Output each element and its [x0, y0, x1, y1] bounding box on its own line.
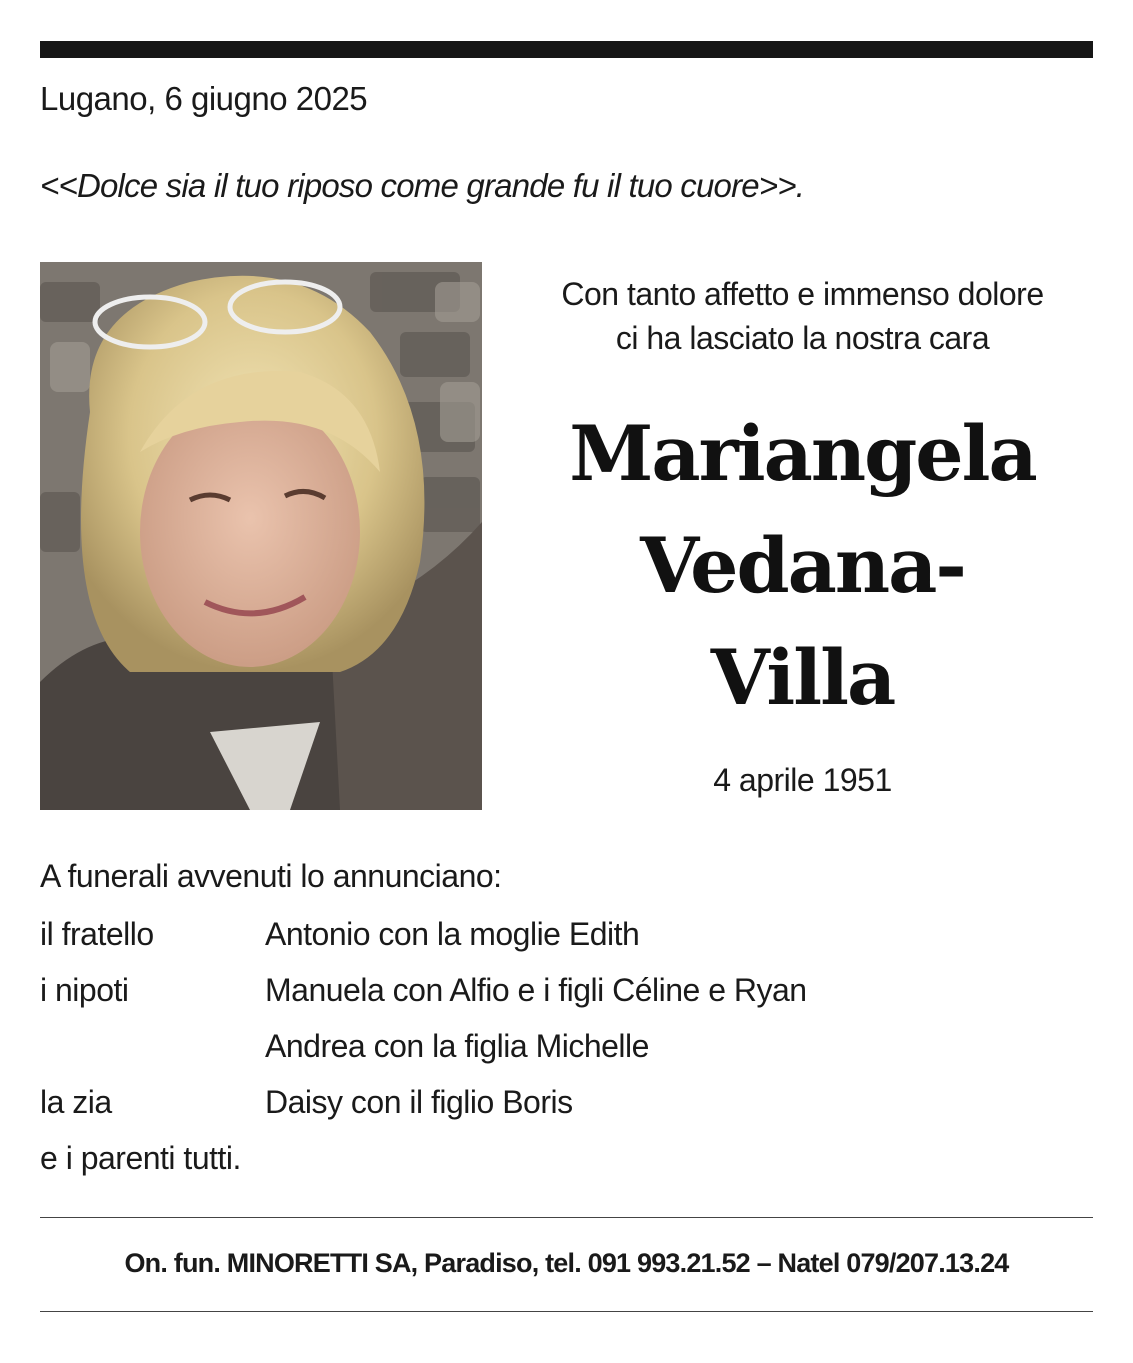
relative-names: Antonio con la moglie Edith — [265, 916, 640, 952]
footer-bottom-rule — [40, 1311, 1093, 1312]
intro-line-1: Con tanto affetto e immenso dolore — [561, 276, 1044, 312]
name-line-2: Vedana- — [640, 521, 965, 610]
intro-line-2: ci ha lasciato la nostra cara — [615, 320, 990, 356]
relation-label: e i parenti tutti. — [40, 1140, 241, 1176]
name-line-3: Villa — [710, 633, 895, 722]
deceased-name — [500, 398, 1105, 734]
top-rule — [40, 41, 1093, 58]
announcement-heading: A funerali avvenuti lo annunciano: — [40, 858, 502, 894]
portrait-photo — [40, 262, 482, 810]
relation-label: la zia — [40, 1084, 112, 1120]
relation-label: i nipoti — [40, 972, 129, 1008]
name-line-1: Mariangela — [569, 409, 1036, 498]
epitaph-quote: <<Dolce sia il tuo riposo come grande fu il tuo cuore>>. — [40, 167, 805, 204]
relative-names: Manuela con Alfio e i figli Céline e Ryan — [265, 972, 807, 1008]
funeral-home-info: On. fun. MINORETTI SA, Paradiso, tel. 091 993.21.52 – Natel 079/207.13.24 — [124, 1248, 1009, 1278]
relative-names: Daisy con il figlio Boris — [265, 1084, 573, 1120]
place-date: Lugano, 6 giugno 2025 — [40, 80, 368, 117]
birth-date: 4 aprile 1951 — [713, 762, 892, 798]
intro-text — [500, 272, 1105, 360]
relative-names: Andrea con la figlia Michelle — [265, 1028, 649, 1064]
footer-top-rule — [40, 1217, 1093, 1218]
relation-label: il fratello — [40, 916, 154, 952]
